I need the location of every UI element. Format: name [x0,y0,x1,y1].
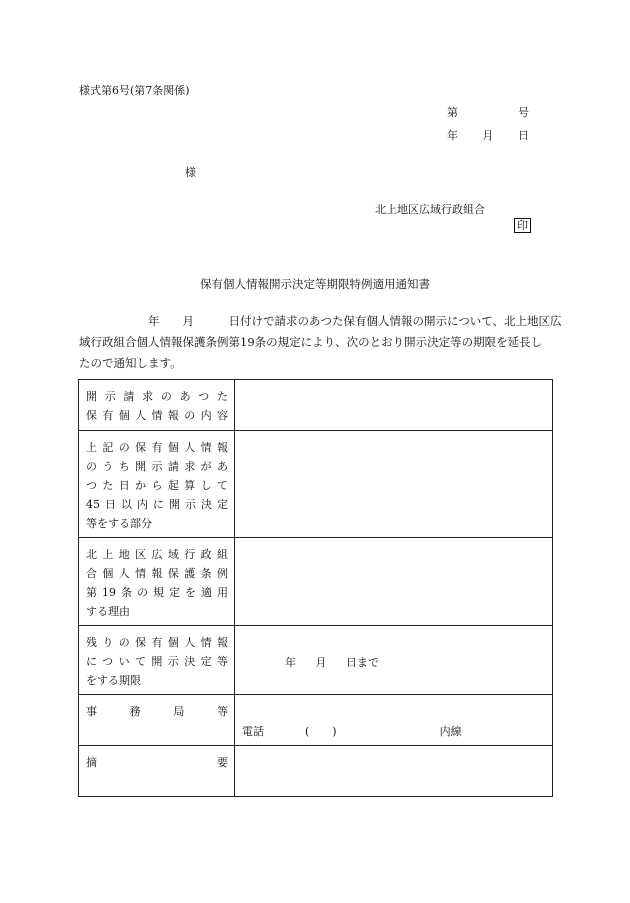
seal-mark: 印 [514,218,531,233]
label-line: 上記の保有個人情報 [86,441,228,454]
label-line: 第19条の規定を適用 [86,586,228,599]
label-line: 保有個人情報の内容 [86,409,228,422]
label-requested-info [79,380,235,431]
value-deadline[interactable] [235,626,553,695]
label-line: 北上地区広域行政組 [86,548,228,561]
extension-label: 内線 [439,725,462,738]
label-line: 摘 要 [86,756,228,769]
document-title: 保有個人情報開示決定等期限特例適用通知書 [200,277,430,291]
paren-open: ( [305,725,310,738]
label-line: 事 務 局 等 [86,705,228,718]
label-line: 開示請求のあつた [86,390,228,403]
label-deadline [79,626,235,695]
table-row [79,626,553,695]
label-line: つた日から起算して [86,479,228,492]
label-line: する理由 [86,605,130,618]
value-reason[interactable] [235,538,553,626]
phone-line [242,723,462,739]
deadline-year: 年 [285,656,296,669]
value-requested-info[interactable] [235,380,553,431]
deadline-month: 月 [315,656,327,669]
doc-no-prefix: 第 [447,106,458,119]
paren-close: ) [332,725,337,738]
label-line: をする期限 [86,674,141,687]
notice-table [78,379,553,797]
label-office [79,695,235,746]
date-month: 月 [482,129,494,142]
date-day: 日 [518,129,529,142]
label-line: 合個人情報保護条例 [86,567,228,580]
label-line: 等をする部分 [86,517,152,530]
table-row [79,380,553,431]
form-number: 様式第6号(第7条関係) [79,84,190,97]
label-line: について開示決定等 [86,655,228,668]
label-line: 残りの保有個人情報 [86,636,228,649]
table-row [79,538,553,626]
label-remarks [79,746,235,797]
label-line: 45日以内に開示決定 [86,498,228,511]
table-row [79,746,553,797]
phone-label: 電話 [242,725,264,738]
label-partial-decision [79,431,235,538]
date-year: 年 [447,129,458,142]
body-line-3: たので通知します。 [79,356,182,370]
body-paragraph [79,311,562,374]
body-line-1: 年 月 日付けで請求のあつた保有個人情報の開示について、北上地区広 [79,314,562,328]
label-line: のうち開示請求があ [86,460,228,473]
deadline-date [285,654,395,670]
deadline-day: 日まで [346,656,379,669]
value-partial-decision[interactable] [235,431,553,538]
table-row [79,431,553,538]
addressee: 様 [185,166,196,179]
document-number [447,104,529,120]
value-remarks[interactable] [235,746,553,797]
doc-no-suffix: 号 [518,106,529,119]
issuer-name: 北上地区広域行政組合 [375,203,485,216]
body-line-2: 域行政組合個人情報保護条例第19条の規定により、次のとおり開示決定等の期限を延長し [79,335,543,349]
label-reason [79,538,235,626]
value-office[interactable] [235,695,553,746]
document-date [447,127,529,143]
table-row [79,695,553,746]
